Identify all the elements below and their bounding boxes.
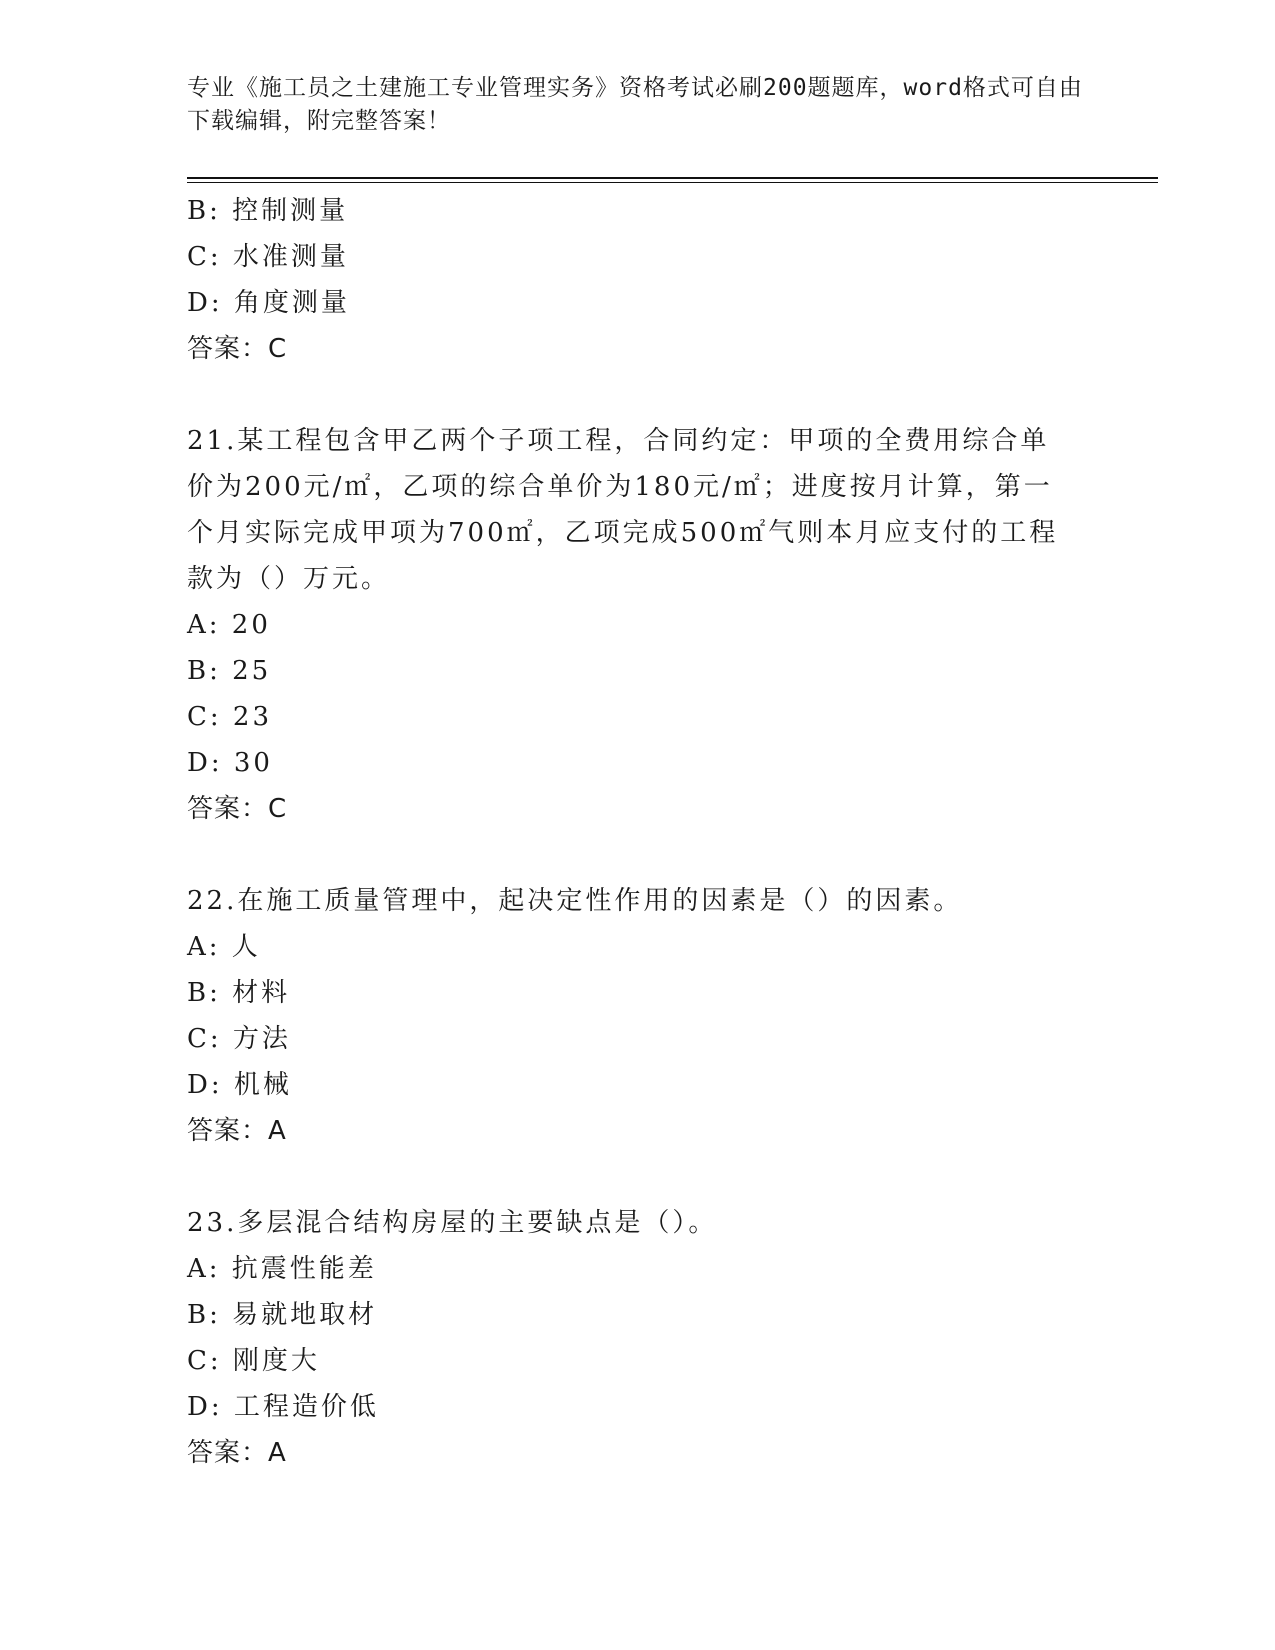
option-b: B: 材料: [187, 978, 291, 1008]
option-d: D: 30: [187, 748, 273, 778]
answer-line: 答案：C: [187, 334, 288, 364]
option-b: B: 易就地取材: [187, 1300, 378, 1330]
option-a: A: 人: [187, 932, 261, 962]
option-d: D: 机械: [187, 1070, 292, 1100]
document-body: [187, 188, 1087, 1476]
option-d: D: 工程造价低: [187, 1392, 379, 1422]
option-c: C: 刚度大: [187, 1346, 320, 1376]
document-header: 专业《施工员之土建施工专业管理实务》资格考试必刷200题题库，word格式可自由下载编辑，附完整答案！: [187, 75, 1083, 134]
question-21: [187, 418, 1087, 832]
option-c: C: 水准测量: [187, 242, 349, 272]
option-b: B: 控制测量: [187, 196, 349, 226]
answer-line: 答案：A: [187, 1438, 287, 1468]
option-d: D: 角度测量: [187, 288, 350, 318]
question-stem: 23.多层混合结构房屋的主要缺点是（）。: [187, 1208, 718, 1238]
question-22: [187, 878, 1087, 1154]
option-a: A: 抗震性能差: [187, 1254, 377, 1284]
option-c: C: 方法: [187, 1024, 291, 1054]
header-divider-thin: [187, 182, 1158, 183]
option-a: A: 20: [187, 610, 271, 640]
option-c: C: 23: [187, 702, 273, 732]
option-b: B: 25: [187, 656, 272, 686]
header-divider-thick: [187, 177, 1158, 179]
question-23: [187, 1200, 1087, 1476]
question-stem: 21.某工程包含甲乙两个子项工程，合同约定：甲项的全费用综合单价为200元/㎡，乙项的综合单价为180元/㎡；进度按月计算，第一个月实际完成甲项为700㎡，乙项完成500㎡气则本月应支付的工程款为（）万元。: [187, 426, 1059, 594]
question-stem: 22.在施工质量管理中，起决定性作用的因素是（）的因素。: [187, 886, 963, 916]
answer-line: 答案：A: [187, 1116, 287, 1146]
answer-line: 答案：C: [187, 794, 288, 824]
question-20-continuation: [187, 188, 1087, 372]
